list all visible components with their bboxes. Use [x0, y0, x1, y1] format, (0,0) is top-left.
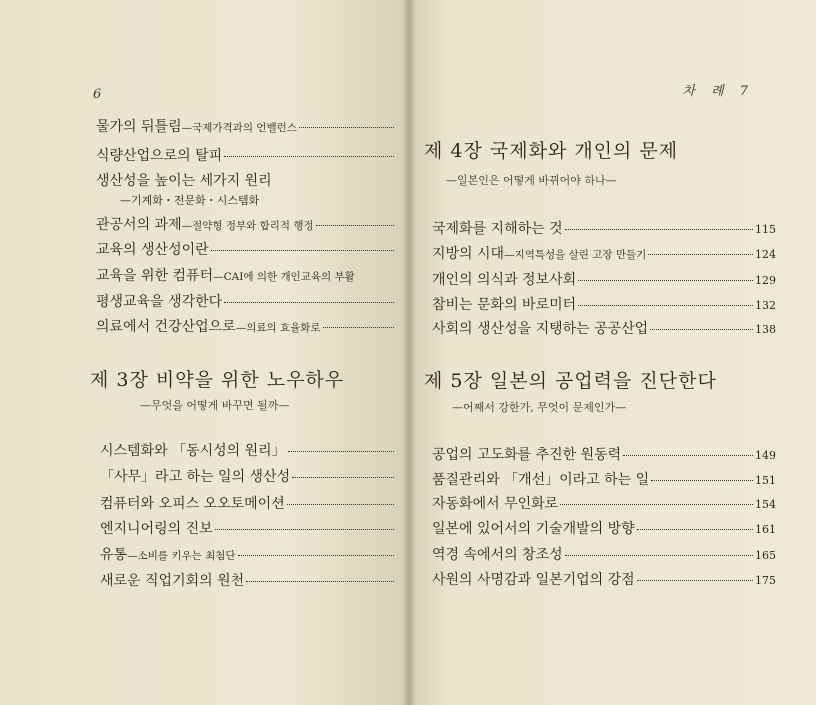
toc-entry [96, 316, 396, 336]
toc-entry [96, 265, 396, 285]
dot-leader [246, 581, 394, 582]
toc-entry-title: 사원의 사명감과 일본기업의 강점 [432, 572, 635, 588]
dot-leader [651, 480, 753, 481]
toc-entry-title: 자동화에서 무인화로 [432, 496, 559, 512]
dot-leader [288, 451, 394, 452]
toc-entry-title: 시스템화와 「동시성의 원리」 [100, 443, 286, 459]
toc-entry [96, 214, 396, 234]
toc-entry-title: 엔지니어링의 진보 [100, 521, 213, 537]
toc-entry [432, 243, 776, 263]
toc-entry [100, 440, 396, 460]
toc-indent-line: —기계화・전문화・시스템화 [120, 194, 260, 207]
toc-entry-title: 의료에서 건강산업으로 [96, 319, 236, 335]
dot-leader [287, 504, 394, 505]
book-gutter [402, 0, 416, 705]
dot-leader [623, 455, 753, 456]
toc-entry [100, 466, 396, 486]
toc-entry-title: 「사무」라고 하는 일의 생산성 [100, 469, 291, 485]
dot-leader [292, 477, 394, 478]
dot-leader [565, 555, 753, 556]
page-number-left: 6 [93, 87, 102, 102]
toc-page-number: 138 [755, 323, 776, 336]
dot-leader [238, 555, 394, 556]
toc-page-number: 161 [755, 523, 776, 536]
running-header: 차 례 7 [682, 84, 754, 99]
right-page [410, 0, 816, 705]
toc-entry-subtitle: —지역특성을 살린 고장 만들기 [504, 249, 647, 261]
dot-leader [224, 302, 394, 303]
toc-entry-subtitle: —CAI에 의한 개인교육의 부활 [213, 271, 355, 283]
toc-entry-title: 관공서의 과제 [96, 217, 182, 233]
toc-page-number: 115 [755, 223, 776, 236]
toc-entry [100, 570, 396, 590]
chapter-3-subtitle: —무엇을 어떻게 바꾸면 될까— [140, 399, 290, 412]
dot-leader [565, 229, 753, 230]
toc-entry-title: 생산성을 높이는 세가지 원리 [96, 173, 272, 189]
toc-entry [432, 469, 776, 489]
toc-entry [96, 116, 396, 136]
toc-entry-title: 지방의 시대 [432, 246, 505, 262]
toc-page-number: 124 [755, 248, 776, 261]
toc-entry-title: 참비는 문화의 바로미터 [432, 297, 577, 313]
chapter-5-subtitle: —어째서 강한가, 무엇이 문제인가— [452, 401, 627, 414]
chapter-3-title: 제 3장 비약을 위한 노우하우 [90, 369, 345, 391]
toc-entry [100, 493, 396, 513]
toc-entry-title: 교육의 생산성이란 [96, 242, 209, 258]
toc-entry-title: 컴퓨터와 오피스 오오토메이션 [100, 496, 285, 512]
toc-entry [96, 170, 396, 190]
toc-entry-title: 품질관리와 「개선」이라고 하는 일 [432, 472, 650, 488]
toc-entry [432, 493, 776, 513]
dot-leader [648, 254, 753, 255]
toc-entry-title: 공업의 고도화를 추진한 원동력 [432, 447, 622, 463]
dot-leader [316, 225, 394, 226]
toc-entry-title: 개인의 의식과 정보사회 [432, 272, 577, 288]
dot-leader [650, 329, 753, 330]
dot-leader [578, 280, 753, 281]
toc-page-number: 129 [755, 274, 776, 287]
toc-entry-title: 교육을 위한 컴퓨터 [96, 268, 214, 284]
toc-entry-title: 새로운 직업기회의 원천 [100, 573, 245, 589]
dot-leader [637, 529, 753, 530]
dot-leader [215, 529, 394, 530]
toc-entry-title: 국제화를 지해하는 것 [432, 221, 563, 237]
toc-entry [96, 145, 396, 165]
toc-entry [96, 291, 396, 311]
dot-leader [637, 580, 753, 581]
toc-entry [96, 239, 396, 259]
dot-leader [560, 504, 753, 505]
chapter-4-subtitle: —일본인은 어떻게 바뀌어야 하나— [446, 174, 617, 187]
toc-entry [432, 269, 776, 289]
toc-entry [432, 294, 776, 314]
toc-entry [100, 518, 396, 538]
toc-entry-title: 일본에 있어서의 기술개발의 방향 [432, 521, 635, 537]
toc-entry [100, 544, 396, 564]
toc-page-number: 151 [755, 474, 776, 487]
toc-entry-title: 사회의 생산성을 지탱하는 공공산업 [432, 321, 649, 337]
chapter-5-title: 제 5장 일본의 공업력을 진단한다 [424, 370, 717, 392]
dot-leader [578, 305, 753, 306]
toc-entry [432, 518, 776, 538]
dot-leader [299, 127, 394, 128]
toc-entry [432, 318, 776, 338]
dot-leader [211, 250, 394, 251]
toc-entry-title: 평생교육을 생각한다 [96, 294, 223, 310]
toc-entry-subtitle: —절약형 정부와 합리적 행정 [181, 220, 314, 232]
chapter-4-title: 제 4장 국제화와 개인의 문제 [424, 140, 679, 162]
toc-entry [432, 544, 776, 564]
toc-page-number: 154 [755, 498, 776, 511]
toc-entry-subtitle: —국제가격과의 언밸런스 [181, 122, 297, 134]
dot-leader [323, 327, 394, 328]
toc-entry [432, 569, 776, 589]
toc-entry-subtitle: —소비를 키우는 최첨단 [127, 550, 236, 562]
toc-page-number: 132 [755, 299, 776, 312]
toc-entry-subtitle: —의료의 효율화로 [235, 322, 321, 334]
toc-entry-title: 물가의 뒤틀림 [96, 119, 182, 135]
toc-page-number: 175 [755, 574, 776, 587]
toc-entry-title: 식량산업으로의 탈피 [96, 148, 223, 164]
toc-entry [432, 444, 776, 464]
dot-leader [224, 156, 394, 157]
toc-page-number: 165 [755, 549, 776, 562]
toc-entry-title: 유통 [100, 547, 128, 563]
toc-entry [432, 218, 776, 238]
toc-page-number: 149 [755, 449, 776, 462]
toc-entry-title: 역경 속에서의 창조성 [432, 547, 563, 563]
